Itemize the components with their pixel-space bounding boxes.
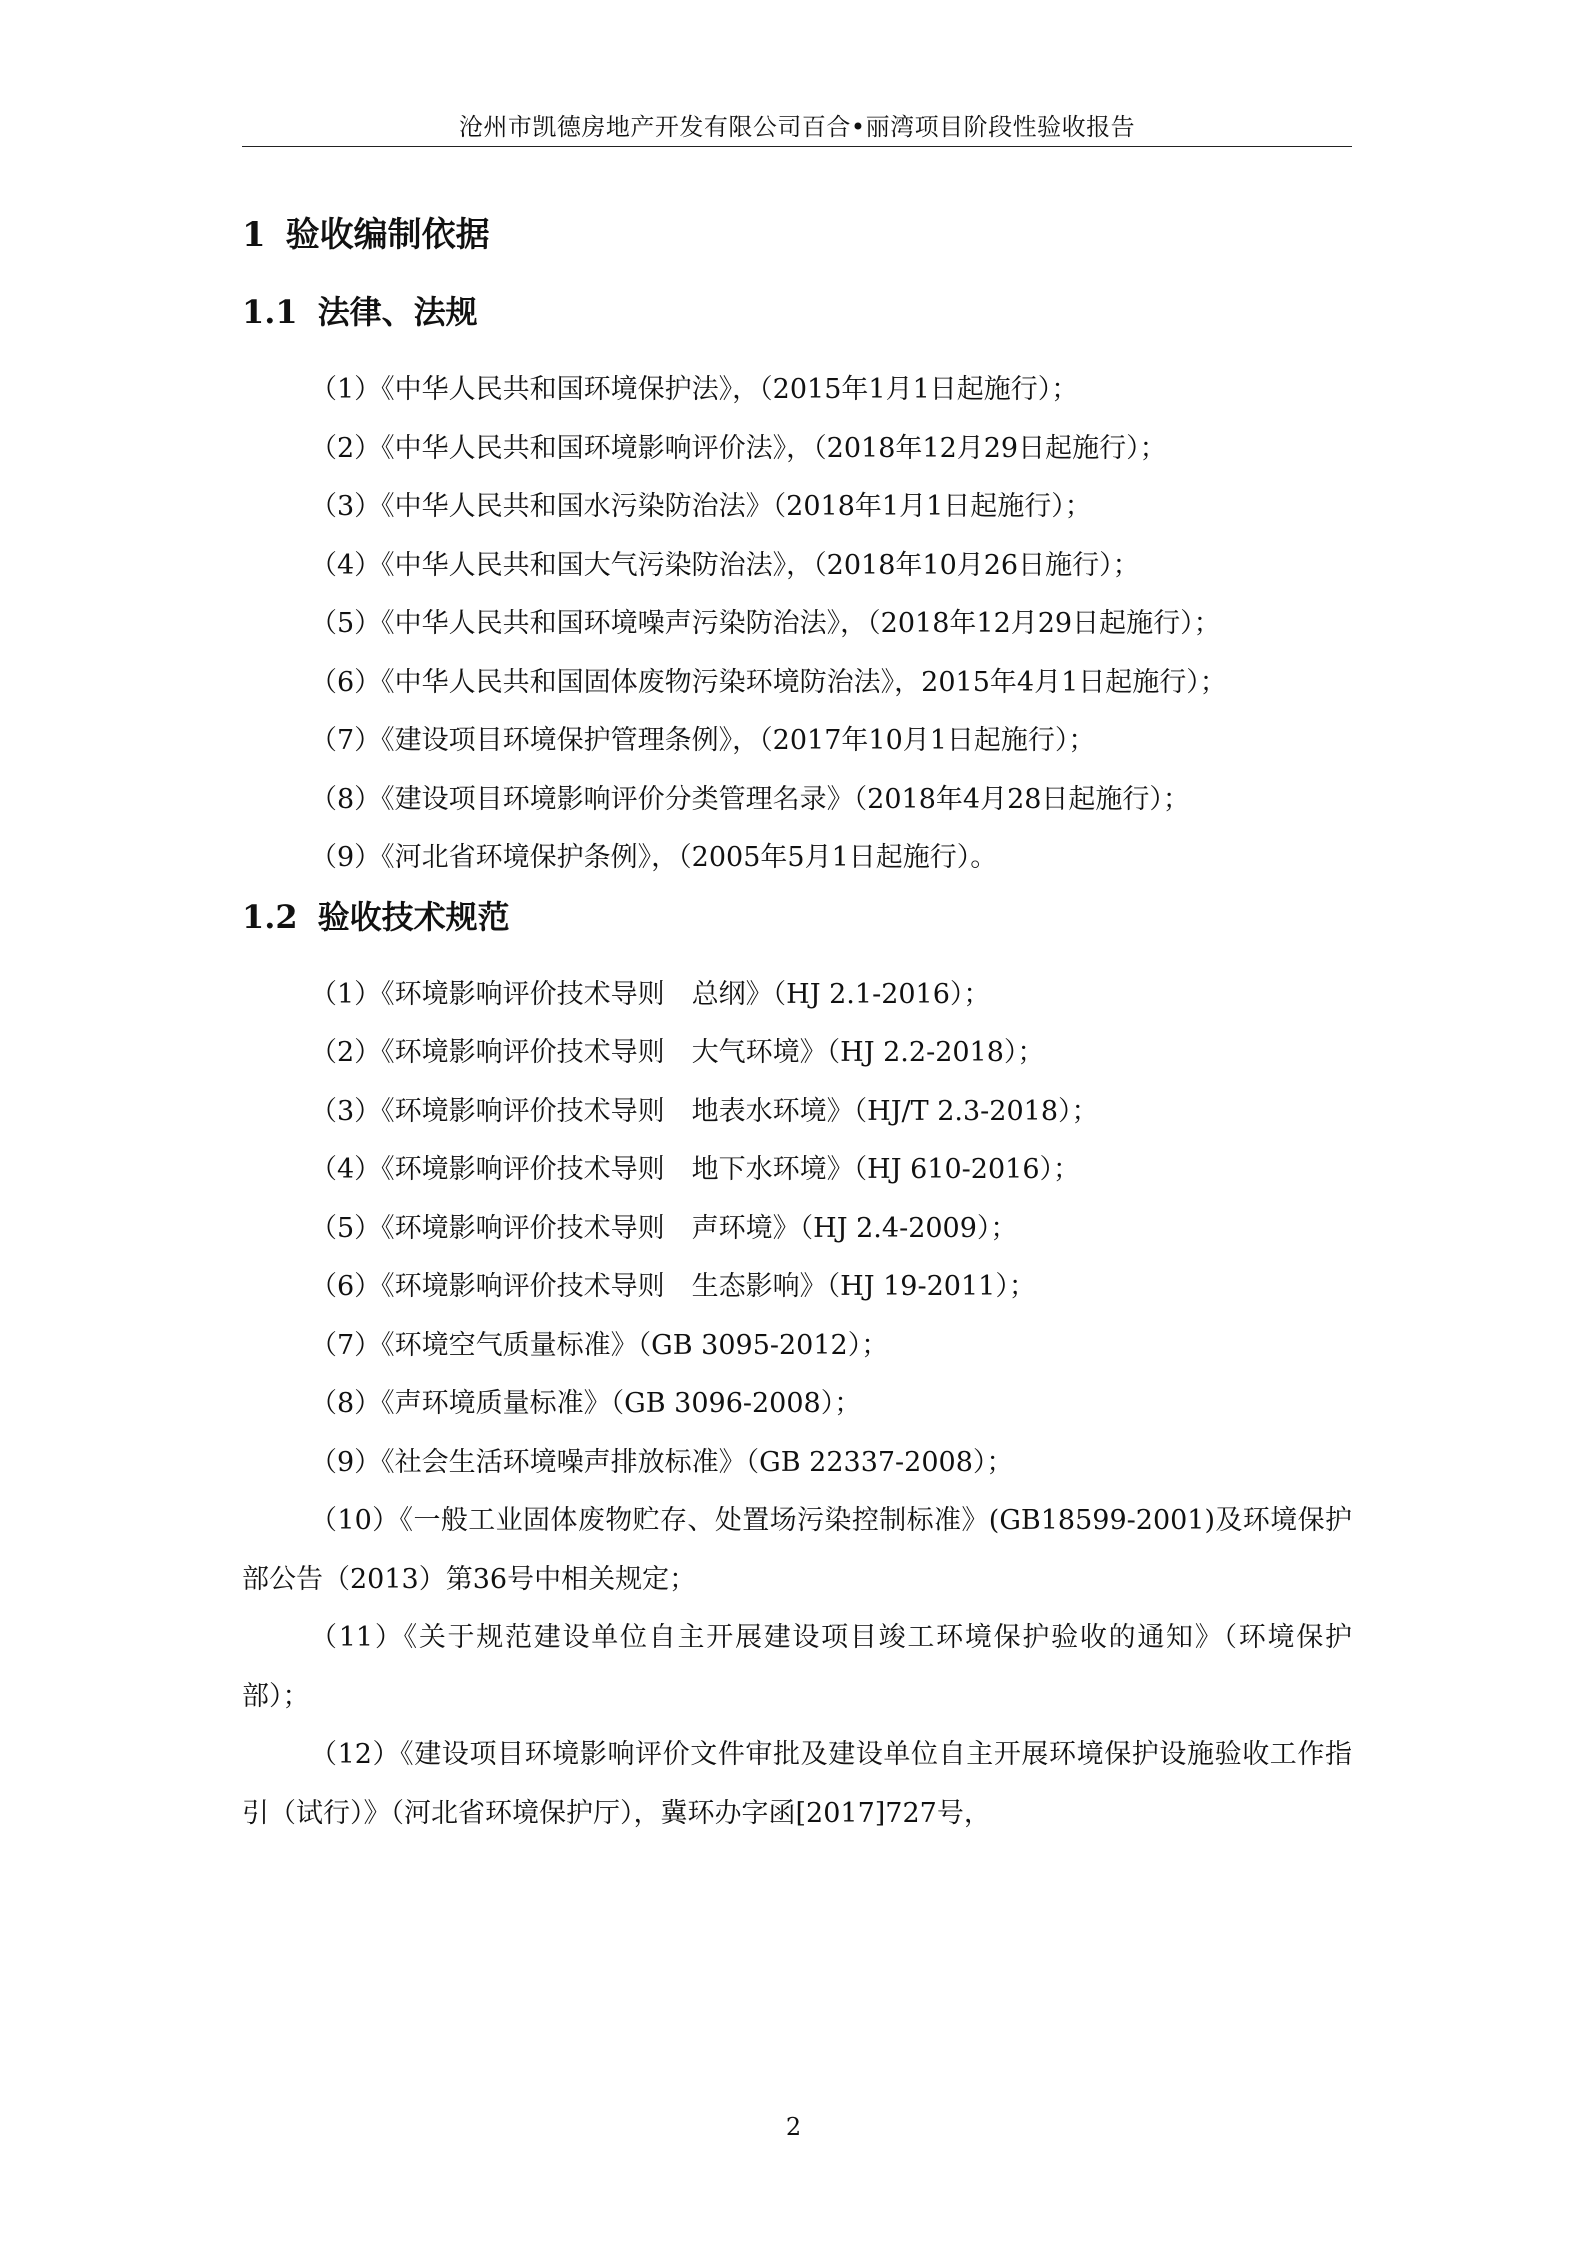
section-number: 1.1 (242, 293, 298, 331)
running-header: 沧州市凯德房地产开发有限公司百合•丽湾项目阶段性验收报告 (458, 113, 1136, 141)
standard-item: （8）《声环境质量标准》（GB 3096-2008）； (310, 1388, 862, 1419)
law-item: （5）《中华人民共和国环境噪声污染防治法》，（2018年12月29日起施行）； (310, 608, 1221, 639)
standard-item: （10）《一般工业固体废物贮存、处置场污染控制标准》(GB18599-2001)及环境保护部公告（2013）第36号中相关规定； (242, 1505, 1352, 1595)
standard-item: （7）《环境空气质量标准》（GB 3095-2012）； (310, 1329, 889, 1361)
chapter-heading (242, 205, 1352, 265)
chapter-number: 1 (242, 215, 266, 255)
law-item: （1）《中华人民共和国环境保护法》，（2015年1月1日起施行）； (310, 374, 1079, 405)
law-item: （2）《中华人民共和国环境影响评价法》，（2018年12月29日起施行）； (310, 432, 1167, 464)
section-heading-laws (242, 283, 1352, 341)
standard-item: （6）《环境影响评价技术导则 生态影响》（HJ 19-2011）； (310, 1271, 1036, 1302)
header-rule (242, 146, 1352, 147)
section-heading-standards (242, 888, 1352, 946)
law-item: （9）《河北省环境保护条例》，（2005年5月1日起施行）。 (310, 842, 998, 873)
standard-item: （3）《环境影响评价技术导则 地表水环境》（HJ/T 2.3-2018）； (310, 1095, 1099, 1127)
standard-item: （2）《环境影响评价技术导则 大气环境》（HJ 2.2-2018）； (310, 1037, 1045, 1068)
law-item: （3）《中华人民共和国水污染防治法》（2018年1月1日起施行）； (310, 491, 1092, 522)
chapter-title: 验收编制依据 (285, 215, 490, 255)
standard-item: （11）《关于规范建设单位自主开展建设项目竣工环境保护验收的通知》（环境保护部）； (242, 1622, 1352, 1712)
standard-item: （12）《建设项目环境影响评价文件审批及建设单位自主开展环境保护设施验收工作指引（试行）》（河北省环境保护厅），冀环办字函[2017]727号， (242, 1739, 1352, 1829)
standard-item: （9）《社会生活环境噪声排放标准》（GB 22337-2008）； (310, 1446, 1014, 1478)
standard-item: （1）《环境影响评价技术导则 总纲》（HJ 2.1-2016）； (310, 978, 991, 1010)
law-item: （8）《建设项目环境影响评价分类管理名录》（2018年4月28日起施行）； (310, 783, 1190, 815)
section-title: 验收技术规范 (317, 897, 510, 936)
standard-item: （4）《环境影响评价技术导则 地下水环境》（HJ 610-2016）； (310, 1154, 1080, 1185)
section-number: 1.2 (242, 897, 298, 936)
law-item: （7）《建设项目环境保护管理条例》，（2017年10月1日起施行）； (310, 725, 1096, 756)
page-content (242, 205, 1352, 1843)
page-number: 2 (785, 2113, 802, 2141)
law-item: （4）《中华人民共和国大气污染防治法》，（2018年10月26日施行）； (310, 549, 1140, 581)
section-title: 法律、法规 (317, 293, 478, 331)
standard-item: （5）《环境影响评价技术导则 声环境》（HJ 2.4-2009）； (310, 1212, 1018, 1244)
law-item: （6）《中华人民共和国固体废物污染环境防治法》，2015年4月1日起施行）； (310, 666, 1227, 698)
